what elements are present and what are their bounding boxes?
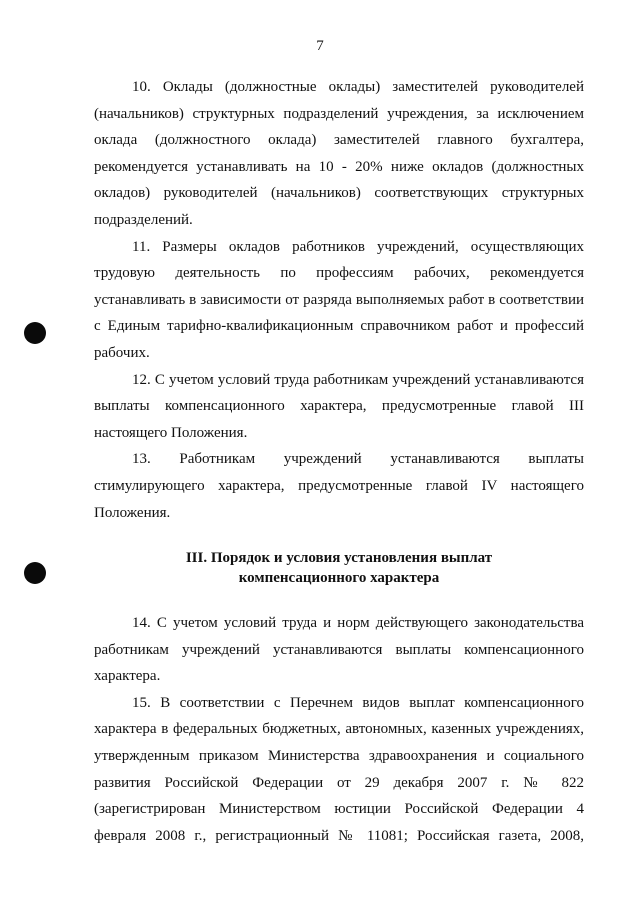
section-heading-line-1: III. Порядок и условия установления выплат [185,550,493,567]
paragraph-13: 13. Работникам учреждений устанавливаются выплаты стимулирующего характера, предусмотренные главой IV настоящего Положения. [94,451,584,521]
paragraph-12: 12. С учетом условий труда работникам учреждений устанавливаются выплаты компенсационного характера, предусмотренные главой III настоящего Положения. [94,371,584,441]
section-heading [94,548,584,588]
paragraph-15: 15. В соответствии с Перечнем видов выплат компенсационного характера в федеральных бюджетных, автономных, казенных учреждениях, утвержденным приказом Министерства здравоохранения и социального развития Российской Федерации от 29 декабря 2007 г. № 822 (зарегистрирован Министерством юстиции Российской Федерации 4 февраля 2008 г., регистрационный № 11081; Российская газета, 2008, [94,694,584,844]
paragraph-10: 10. Оклады (должностные оклады) заместителей руководителей (начальников) структурных подразделений учреждения, за исключением оклада (должностного оклада) заместителей главного бухгалтера, рекомендуется устанавливать на 10 - 20% ниже окладов (должностных окладов) руководителей (начальников) соответствующих структурных подразделений. [94,79,584,228]
paragraph-11: 11. Размеры окладов работников учреждений, осуществляющих трудовую деятельность по профессиям рабочих, рекомендуется устанавливать в зависимости от разряда выполняемых работ в соответствии с Единым тарифно-квалификационным справочником работ и профессий рабочих. [94,238,584,361]
document-body [94,74,584,849]
punch-hole-mark [24,322,46,344]
punch-hole-mark [24,562,46,584]
section-heading-line-2: компенсационного характера [238,570,440,587]
page-number: 7 [316,38,324,54]
paragraph-14: 14. С учетом условий труда и норм действующего законодательства работникам учреждений устанавливаются выплаты компенсационного характера. [94,615,584,685]
